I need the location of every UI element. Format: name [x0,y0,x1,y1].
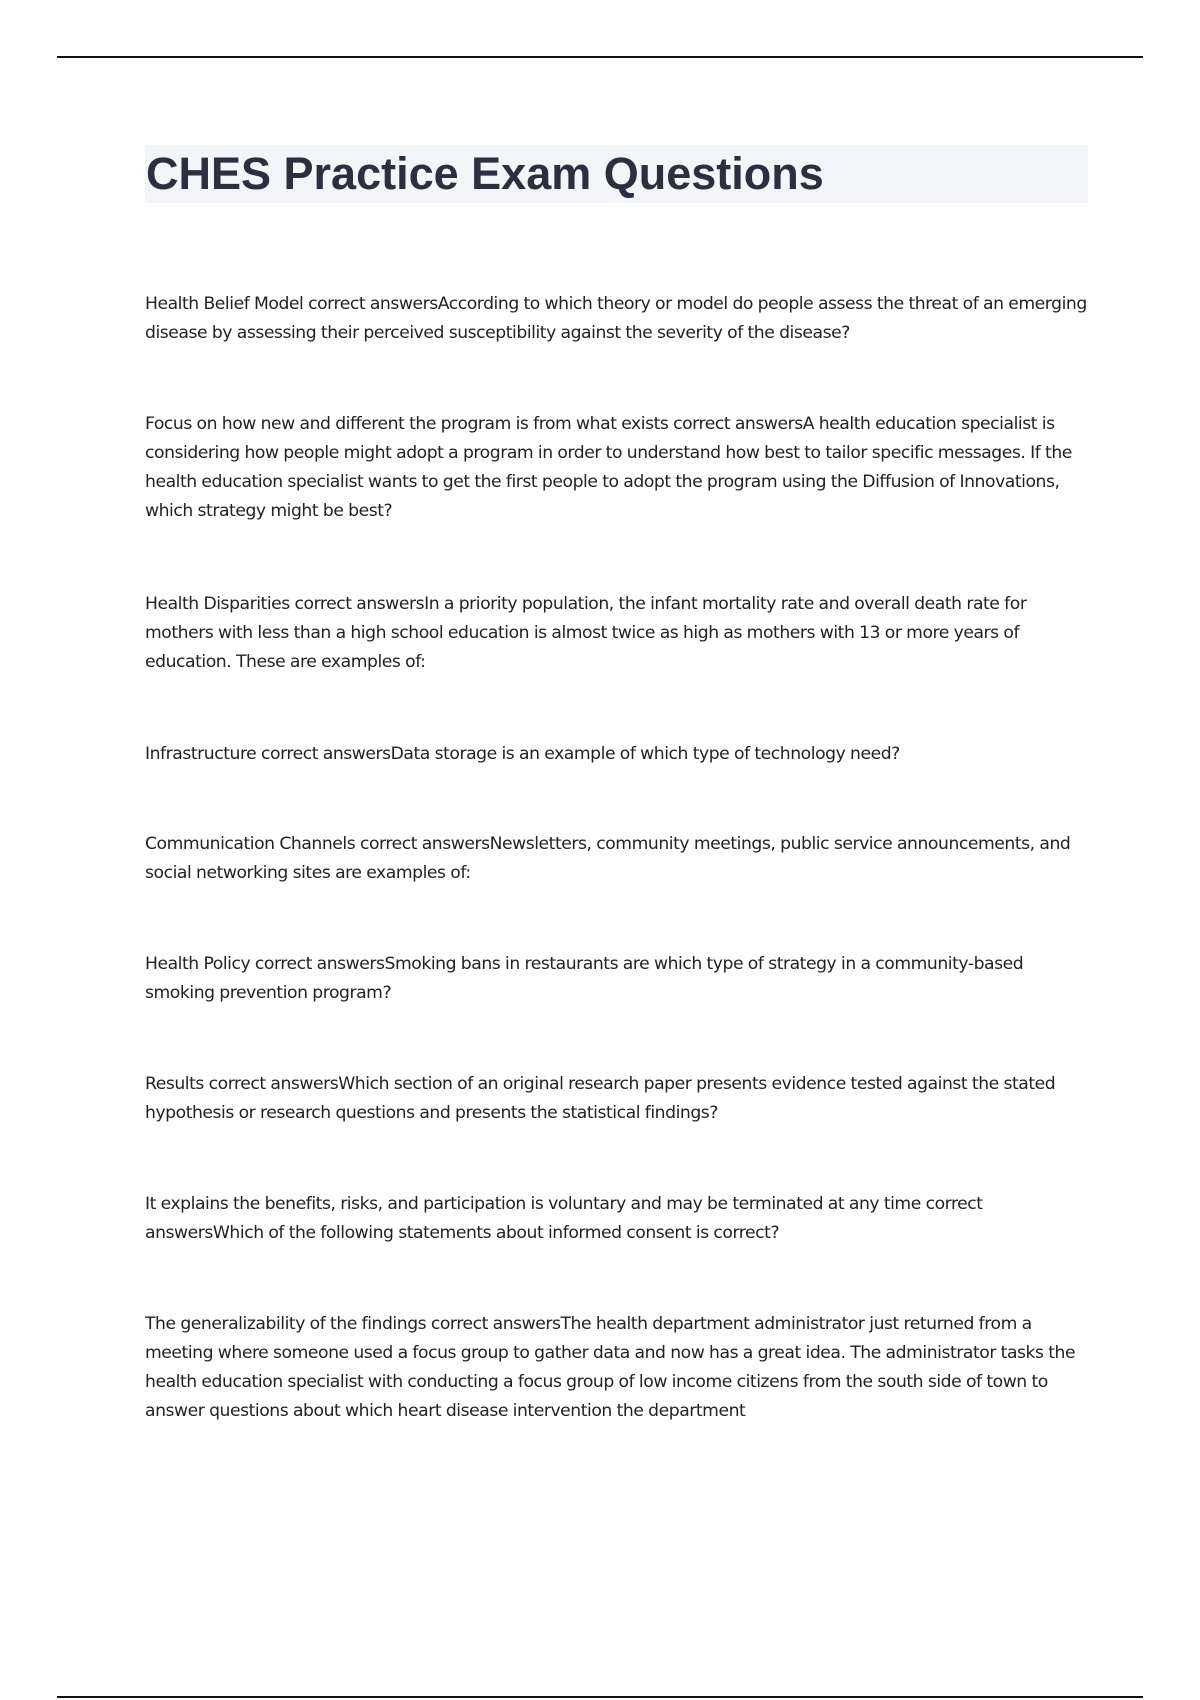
qa-item: Focus on how new and different the program is from what exists correct answersA health education specialist is considering how people might adopt a program in order to understand how best to tailor specific messages. If the health education specialist wants to get the first people to adopt the program using the Diffusion of Innovations, which strategy might be best? [145,414,1072,521]
page-top-rule [57,56,1143,58]
qa-item: Infrastructure correct answersData storage is an example of which type of technology need? [145,744,900,764]
qa-item: The generalizability of the findings correct answersThe health department administrator just returned from a meeting where someone used a focus group to gather data and now has a great idea. The administrator tasks the health education specialist with conducting a focus group of low income citizens from the south side of town to answer questions about which heart disease intervention the department [145,1314,1076,1421]
qa-item: Health Policy correct answersSmoking bans in restaurants are which type of strategy in a community-based smoking prevention program? [145,954,1024,1003]
qa-item: Health Belief Model correct answersAccording to which theory or model do people assess the threat of an emerging disease by assessing their perceived susceptibility against the severity of the disease? [145,294,1087,343]
page-bottom-rule [57,1696,1143,1698]
qa-item: It explains the benefits, risks, and participation is voluntary and may be terminated at any time correct answersWhich of the following statements about informed consent is correct? [145,1194,983,1243]
qa-item: Health Disparities correct answersIn a priority population, the infant mortality rate and overall death rate for mothers with less than a high school education is almost twice as high as mothers with 13 or more years of education. These are examples of: [145,594,1027,672]
qa-item: Results correct answersWhich section of an original research paper presents evidence tested against the stated hypothesis or research questions and presents the statistical findings? [145,1074,1056,1123]
page-title: CHES Practice Exam Questions [146,148,824,199]
qa-item: Communication Channels correct answersNewsletters, community meetings, public service announcements, and social networking sites are examples of: [145,834,1071,883]
